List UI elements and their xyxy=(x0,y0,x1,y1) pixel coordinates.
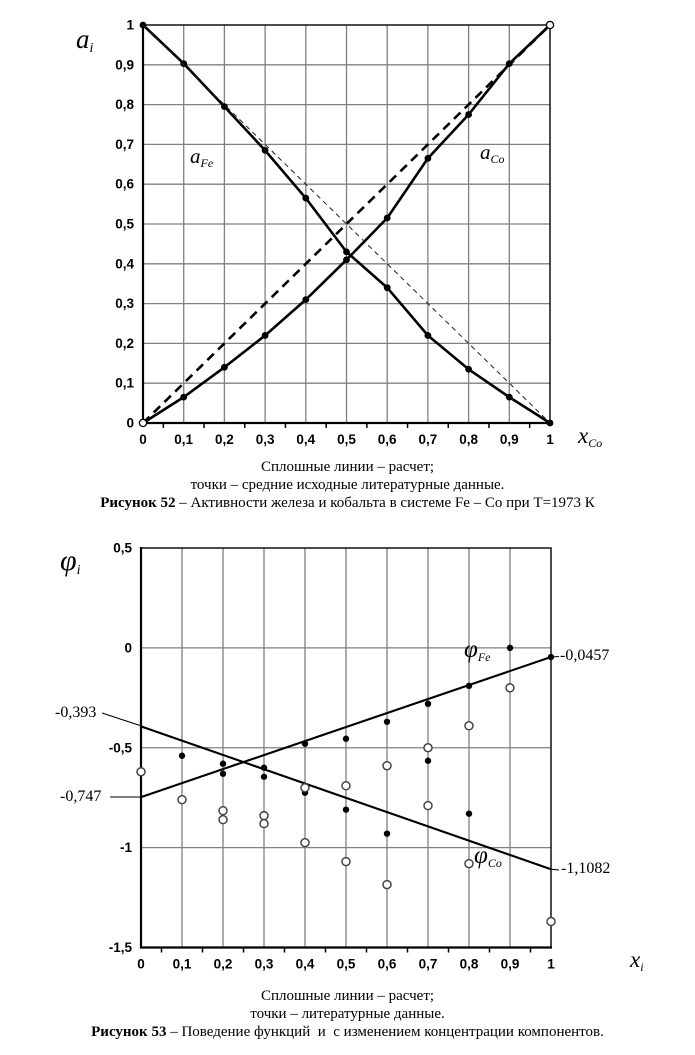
fig52-curve-fe-label xyxy=(190,146,213,169)
fig52-x-tick-label: 0,8 xyxy=(459,432,478,447)
fig53-x-tick-label: 0,4 xyxy=(295,956,315,972)
fig53-scatter-open-point xyxy=(465,860,473,868)
fig53-scatter-filled-point xyxy=(343,806,349,812)
fig53-caption xyxy=(0,1024,695,1041)
fig53-x-tick-label: 0 xyxy=(137,956,145,972)
fig53-scatter-open-point xyxy=(342,782,350,790)
fig52-y-tick-label: 0,6 xyxy=(115,176,134,192)
fig53-x-tick-label: 0,1 xyxy=(172,956,192,972)
fig53-y-tick-label: -0,5 xyxy=(108,740,132,756)
fig52-y-tick-label: 0,2 xyxy=(115,335,134,351)
fig52-x-axis-letter: x xyxy=(578,423,589,448)
fig53-scatter-open-point xyxy=(506,684,514,692)
fig53-x-tick-label: 0,2 xyxy=(213,956,233,972)
fig53-scatter-open-point xyxy=(547,918,555,926)
fig53-scatter-filled-point xyxy=(384,719,390,725)
fig53-annotation-fe-start: -0,747 xyxy=(60,788,102,805)
fig53-scatter-filled-point xyxy=(425,758,431,764)
fig53-scatter-filled-point xyxy=(179,753,185,759)
fig52-curve-fe-letter: a xyxy=(190,144,201,168)
fig53-scatter-open-point xyxy=(383,881,391,889)
fig53-scatter-filled-point xyxy=(220,761,226,767)
fig52-curve-co-label xyxy=(480,142,505,165)
fig52-x-tick-label: 0,2 xyxy=(215,432,234,447)
fig53-annotation-callout xyxy=(102,713,143,727)
fig53-scatter-open-point xyxy=(301,839,309,847)
fig52-series-0-point xyxy=(343,248,350,255)
fig52-y-axis-title xyxy=(76,26,93,56)
fig53-scatter-filled-point xyxy=(302,741,308,747)
fig52-caption xyxy=(0,495,695,512)
fig52-curve-co-letter: a xyxy=(480,140,491,164)
fig53-x-tick-label: 0,6 xyxy=(377,956,397,972)
fig52-y-axis-subscript: i xyxy=(89,41,94,57)
fig52-series-0-point xyxy=(465,366,472,373)
fig52-series-1-point xyxy=(221,364,228,371)
fig53-scatter-filled-point xyxy=(343,736,349,742)
fig53-line-co-label xyxy=(474,843,502,869)
fig52-y-tick-label: 0,4 xyxy=(115,256,134,272)
fig52-x-tick-label: 0,4 xyxy=(296,432,316,447)
fig53-scatter-open-point xyxy=(260,820,268,828)
fig53-line-fe-label xyxy=(464,637,491,663)
fig52-x-tick-label: 0,6 xyxy=(377,432,397,447)
fig53-scatter-open-point xyxy=(465,722,473,730)
fig52-x-tick-label: 0,3 xyxy=(255,432,275,447)
fig53-annotation-co-end: -1,1082 xyxy=(561,860,611,877)
fig52-note-line1: Сплошные линии – расчет; xyxy=(260,459,435,475)
fig53-scatter-open-point xyxy=(383,762,391,770)
fig52-x-tick-label: 0 xyxy=(139,432,147,447)
fig52-series-1-point xyxy=(343,256,350,263)
fig53-scatter-filled-point xyxy=(425,701,431,707)
fig53-note-line1: Сплошные линии – расчет; xyxy=(260,988,435,1004)
fig53-annotation-fe-end: -0,0457 xyxy=(560,647,610,664)
fig53-scatter-open-point xyxy=(424,744,432,752)
fig53-y-tick-label: 0,5 xyxy=(113,540,132,556)
fig52-series-0-point xyxy=(180,60,187,67)
fig52-x-tick-label: 0,5 xyxy=(337,432,356,447)
fig52-curve-co-subscript: Co xyxy=(490,152,505,167)
fig52-y-tick-label: 0,8 xyxy=(115,97,134,113)
fig52-y-tick-label: 0,9 xyxy=(115,57,134,73)
fig53-x-tick-label: 0,3 xyxy=(254,956,274,972)
fig53-scatter-open-point xyxy=(137,768,145,776)
fig52-series-0-point xyxy=(384,284,391,291)
fig53-scatter-open-point xyxy=(178,796,186,804)
fig53-caption-text: – Поведение функций и с изменением концентрации компонентов. xyxy=(166,1024,604,1040)
fig52-x-axis-title xyxy=(578,424,602,449)
fig52-series-1-point xyxy=(302,296,309,303)
fig53-y-tick-label: 0 xyxy=(124,640,132,656)
fig52-caption-label: Рисунок 52 xyxy=(100,495,176,511)
fig52-x-tick-label: 0,9 xyxy=(499,432,519,447)
fig53-x-tick-label: 1 xyxy=(547,956,555,972)
fig53-annotation-callout xyxy=(551,869,559,870)
fig53-annotation-callout xyxy=(551,657,559,658)
fig53-scatter-filled-point xyxy=(261,774,267,780)
fig53-scatter-filled-point xyxy=(466,683,472,689)
fig53-scatter-open-point xyxy=(342,858,350,866)
fig53-scatter-open-point xyxy=(260,812,268,820)
fig52-x-tick-label: 1 xyxy=(546,432,554,447)
fig53-x-axis-title xyxy=(630,948,644,973)
fig53-scatter-filled-point xyxy=(261,765,267,771)
fig53-scatter-filled-point xyxy=(384,830,390,836)
fig53-y-axis-letter: φ xyxy=(60,544,77,577)
fig53-scatter-filled-point xyxy=(466,810,472,816)
fig52-open-endpoint xyxy=(139,419,146,426)
fig52-series-0-point xyxy=(506,394,513,401)
fig52-open-endpoint xyxy=(546,21,553,28)
fig52-y-tick-label: 0,3 xyxy=(115,296,134,312)
fig52-y-tick-label: 0,7 xyxy=(115,136,134,152)
fig53-annotation-co-start: -0,393 xyxy=(55,704,97,721)
fig52-y-tick-label: 0,5 xyxy=(115,216,134,232)
fig52-y-axis-letter: a xyxy=(76,24,90,54)
fig52-curve-fe-subscript: Fe xyxy=(200,156,214,171)
fig53-caption-label: Рисунок 53 xyxy=(91,1024,167,1040)
fig52-y-tick-label: 0 xyxy=(126,415,134,431)
fig53-line-co-letter: φ xyxy=(474,842,488,869)
fig52-y-tick-label: 0,1 xyxy=(115,375,134,391)
fig53-x-axis-letter: x xyxy=(630,947,641,972)
fig52-series-1-point xyxy=(465,111,472,118)
fig52-note-line2: точки – средние исходные литературные данные. xyxy=(190,477,505,493)
fig52-x-tick-label: 0,1 xyxy=(174,432,194,447)
fig53-scatter-open-point xyxy=(301,784,309,792)
fig52-x-tick-label: 0,7 xyxy=(418,432,438,447)
fig53-scatter-open-point xyxy=(219,807,227,815)
fig53-y-axis-title xyxy=(60,546,81,578)
fig53-x-tick-label: 0,9 xyxy=(500,956,520,972)
fig52-series-1-point xyxy=(384,215,391,222)
fig53-scatter-open-point xyxy=(424,802,432,810)
fig52-series-1-point xyxy=(180,394,187,401)
fig52-x-axis-subscript: Co xyxy=(588,436,603,451)
fig52-series-0-point xyxy=(425,332,432,339)
fig53-x-tick-label: 0,7 xyxy=(418,956,438,972)
fig52-series-0-point xyxy=(302,195,309,202)
fig53-scatter-filled-point xyxy=(507,645,513,651)
fig53-y-tick-label: -1 xyxy=(119,840,132,856)
fig53-scatter-open-point xyxy=(219,816,227,824)
fig52-caption-text: – Активности железа и кобальта в системе Fe – Co при T=1973 К xyxy=(175,495,595,511)
fig53-note-line2: точки – литературные данные. xyxy=(250,1006,445,1022)
fig52-y-tick-label: 1 xyxy=(126,17,134,33)
fig53-line-fe-subscript: Fe xyxy=(477,650,491,665)
fig53-line-co-subscript: Co xyxy=(487,856,502,871)
fig53-scatter-filled-point xyxy=(220,771,226,777)
fig53-x-axis-subscript: i xyxy=(640,960,644,975)
fig53-x-tick-label: 0,5 xyxy=(336,956,356,972)
fig52-series-0-point xyxy=(221,103,228,110)
fig53-y-tick-label: -1,5 xyxy=(108,940,132,955)
fig53-y-axis-subscript: i xyxy=(76,563,81,579)
fig52-series-0-point xyxy=(262,147,269,154)
fig52-series-1-point xyxy=(262,332,269,339)
fig52-series-1-point xyxy=(425,155,432,162)
fig53-line-fe-letter: φ xyxy=(464,636,478,663)
fig53-x-tick-label: 0,8 xyxy=(459,956,479,972)
